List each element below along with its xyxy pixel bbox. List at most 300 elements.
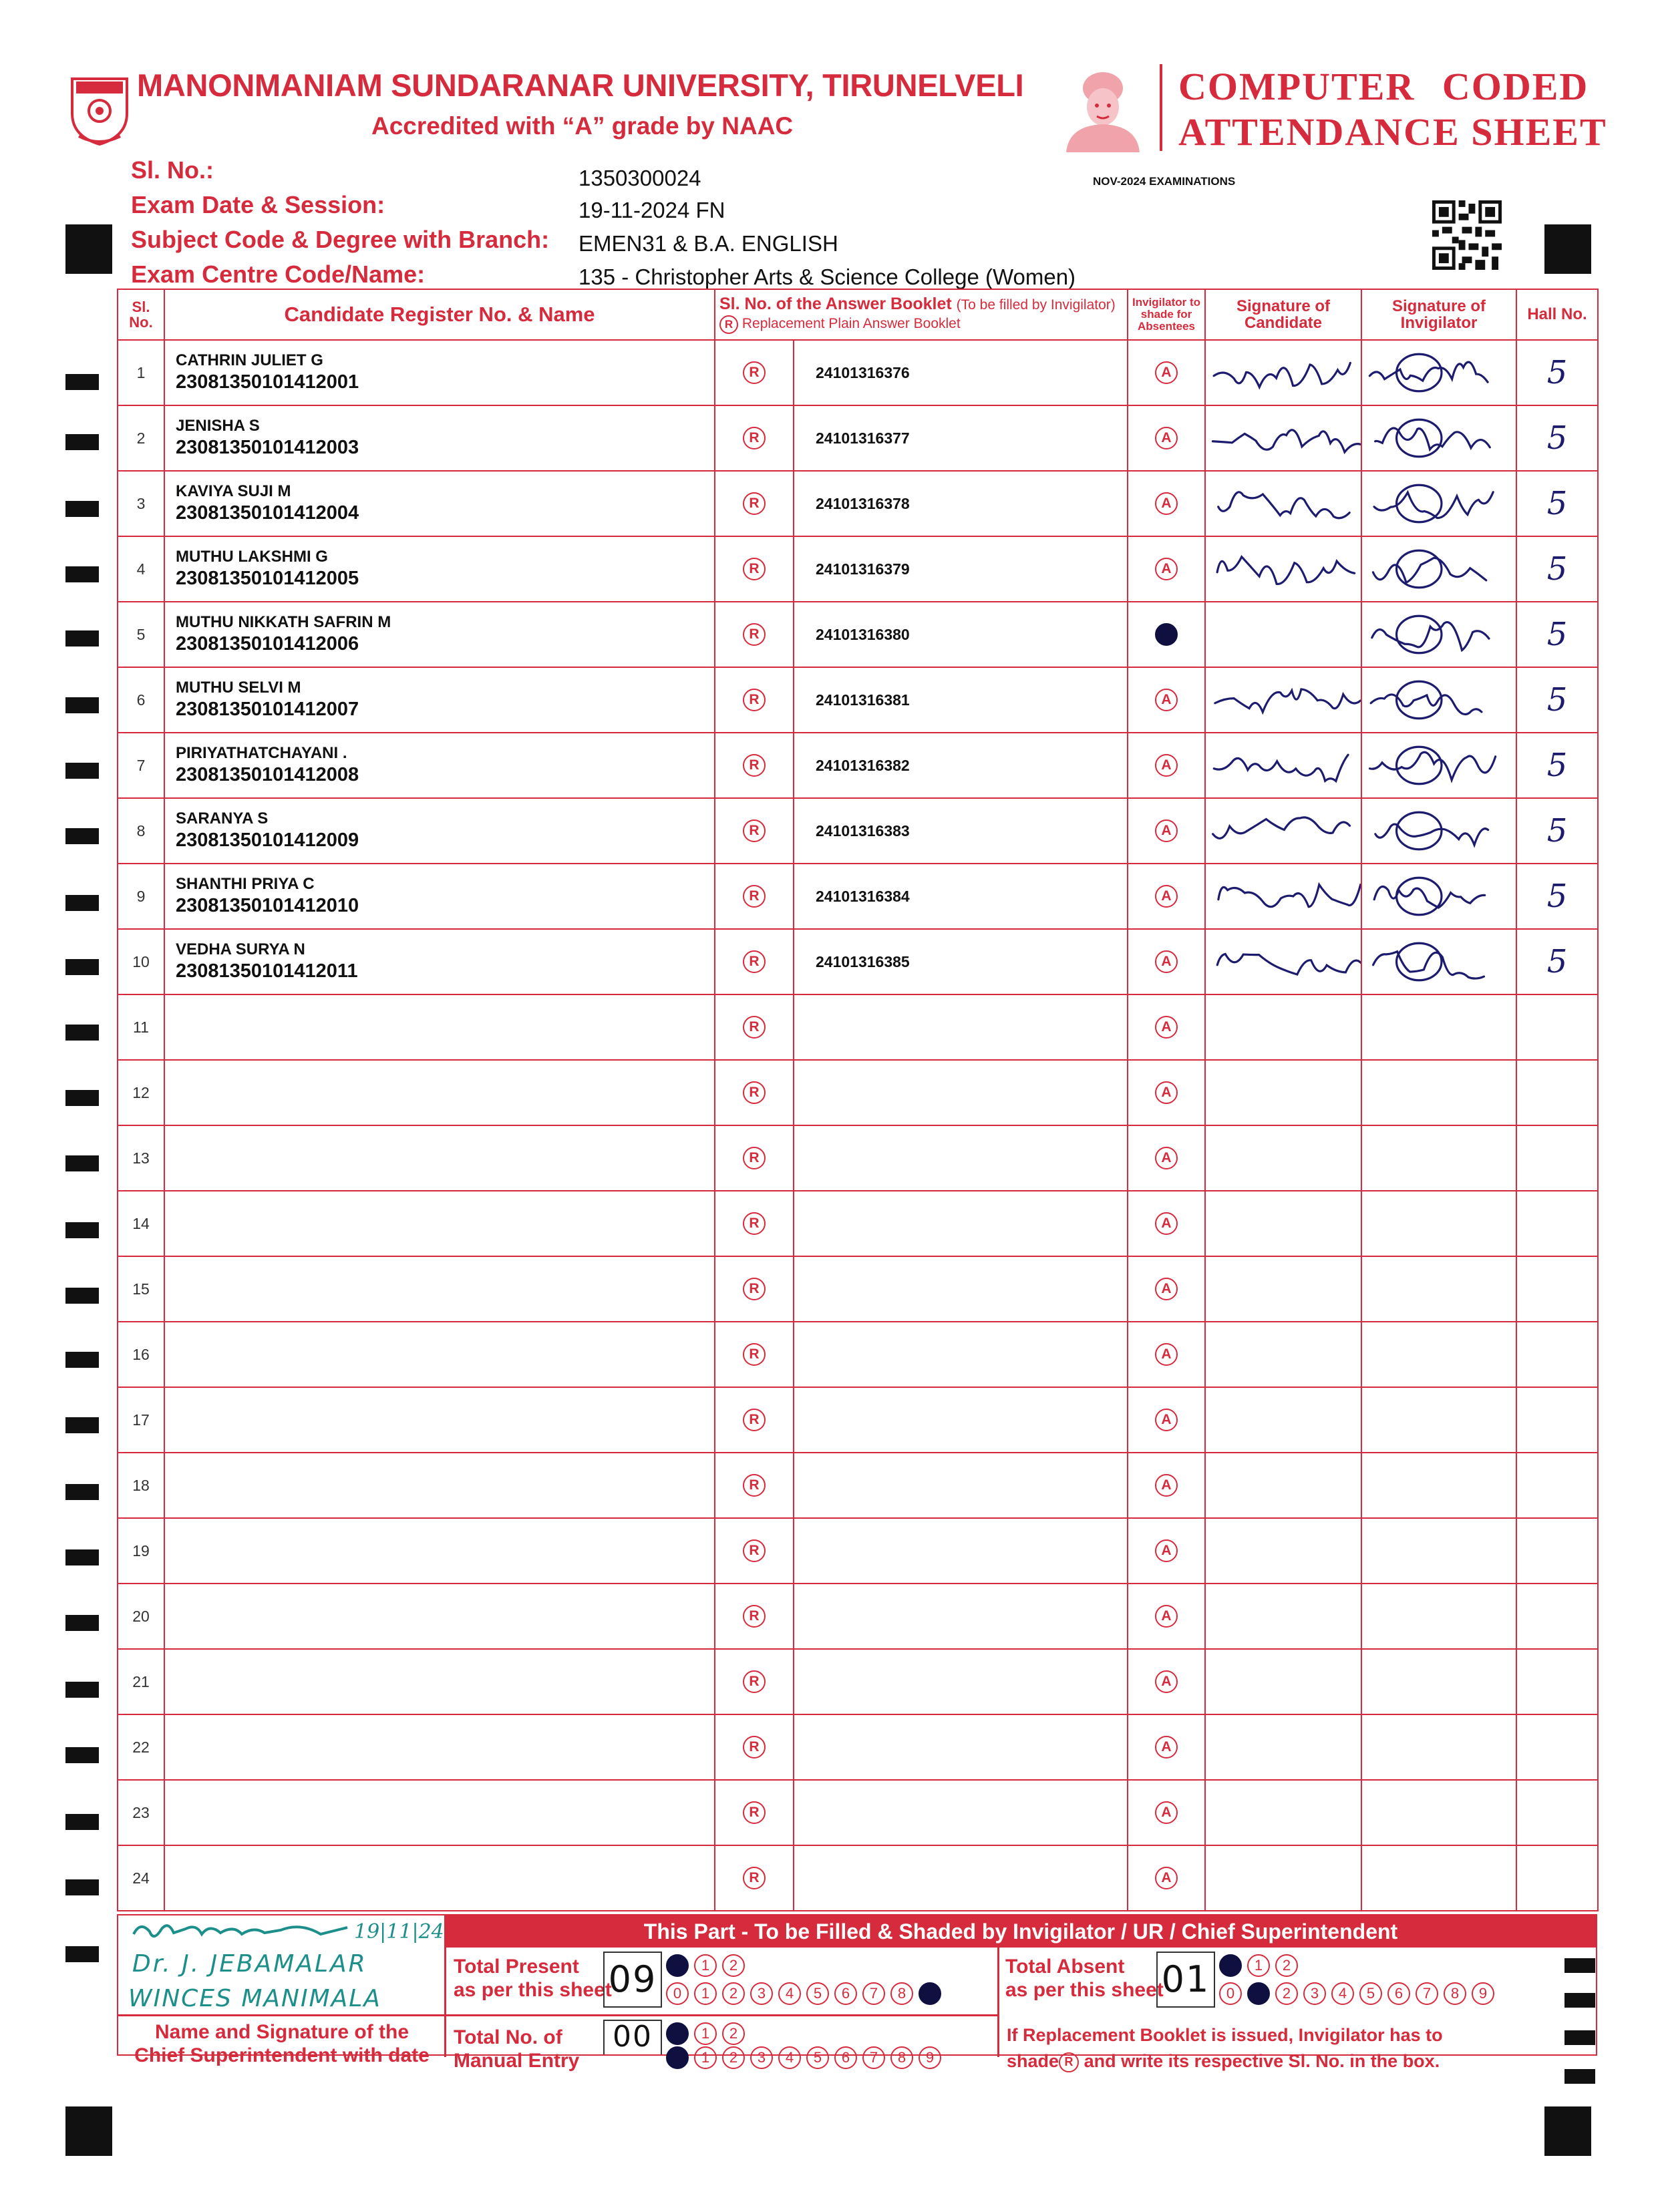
absent-cell	[1128, 1387, 1205, 1453]
table-row	[118, 536, 1598, 602]
answer-booklet-no[interactable]: 24101316377	[794, 405, 1128, 471]
candidate-cell	[164, 1584, 715, 1649]
candidate-signature-cell	[1205, 1125, 1361, 1191]
chief-label-line2: Chief Superintendent with date	[134, 2044, 430, 2066]
absent-units-bubbles	[1219, 1982, 1494, 2005]
footer-band-title: This Part - To be Filled & Shaded by Invigilator / UR / Chief Superintendent	[446, 1915, 1596, 1948]
replacement-bubble[interactable]: R	[743, 1605, 766, 1628]
digit-bubble-0[interactable]: 0	[666, 1954, 689, 1977]
timing-mark	[1544, 2106, 1591, 2156]
invigilator-signature-cell	[1361, 1060, 1516, 1125]
table-row	[118, 667, 1598, 733]
replacement-bubble[interactable]: R	[743, 623, 766, 646]
candidate-name: MUTHU LAKSHMI G	[176, 548, 328, 566]
timing-mark	[65, 1417, 99, 1433]
digit-bubble-7[interactable]: 7	[1416, 1982, 1438, 2005]
invigilator-signature-cell	[1361, 1845, 1516, 1911]
row-sl-no: 17	[118, 1387, 164, 1453]
replacement-cell	[715, 1322, 794, 1387]
replacement-cell	[715, 1714, 794, 1780]
hall-no	[1516, 1322, 1598, 1387]
col-header-sl: Sl. No.	[118, 289, 164, 340]
hall-no: 5	[1516, 405, 1598, 471]
candidate-cell	[164, 1322, 715, 1387]
present-label-line1: Total Present	[454, 1956, 579, 1978]
candidate-register-no: 23081350101412008	[176, 764, 359, 785]
invigilator-signature-cell	[1361, 405, 1516, 471]
invigilator-signature-cell	[1361, 1649, 1516, 1714]
digit-bubble-2[interactable]: 2	[1275, 1954, 1298, 1977]
row-sl-no: 7	[118, 733, 164, 798]
candidate-cell	[164, 1256, 715, 1322]
replacement-bubble[interactable]: R	[743, 1474, 766, 1497]
row-sl-no: 19	[118, 1518, 164, 1584]
candidate-cell	[164, 471, 715, 536]
digit-bubble-2[interactable]: 2	[722, 2022, 745, 2045]
absent-cell	[1128, 1584, 1205, 1649]
absent-bubble[interactable]: A	[1155, 492, 1178, 515]
manual-label-line2: Manual Entry	[454, 2049, 580, 2072]
replacement-bubble[interactable]: R	[743, 361, 766, 384]
candidate-signature	[1206, 799, 1361, 863]
timing-mark	[65, 1025, 99, 1041]
sl-no-label: Sl. No.:	[131, 156, 214, 184]
digit-bubble-2[interactable]: 2	[722, 1982, 745, 2005]
table-row	[118, 405, 1598, 471]
row-sl-no: 14	[118, 1191, 164, 1256]
digit-bubble-8[interactable]: 8	[890, 1982, 913, 2005]
digit-bubble-2[interactable]: 2	[1275, 1982, 1298, 2005]
total-present-label	[454, 1956, 612, 2002]
replacement-cell	[715, 471, 794, 536]
absent-bubble[interactable]: A	[1155, 1409, 1178, 1431]
absent-bubble[interactable]: A	[1155, 1801, 1178, 1824]
answer-booklet-no[interactable]	[794, 1584, 1128, 1649]
row-sl-no: 13	[118, 1125, 164, 1191]
answer-booklet-no[interactable]	[794, 1845, 1128, 1911]
replacement-cell	[715, 1191, 794, 1256]
hall-no: 5	[1516, 864, 1598, 929]
answer-booklet-no[interactable]	[794, 1322, 1128, 1387]
table-row	[118, 1125, 1598, 1191]
replacement-bubble[interactable]: R	[743, 885, 766, 908]
digit-bubble-6[interactable]: 6	[1387, 1982, 1410, 2005]
replacement-bubble[interactable]: R	[743, 754, 766, 777]
candidate-cell	[164, 994, 715, 1060]
invigilator-signature-cell	[1361, 1322, 1516, 1387]
total-present-box[interactable]: 09	[603, 1952, 662, 2008]
timing-mark	[65, 1155, 99, 1171]
invigilator-signature	[1362, 472, 1516, 536]
chief-label-line1: Name and Signature of the	[154, 2021, 409, 2043]
candidate-name: PIRIYATHATCHAYANI .	[176, 744, 347, 763]
row-sl-no: 2	[118, 405, 164, 471]
candidate-signature-cell	[1205, 864, 1361, 929]
candidate-cell	[164, 1191, 715, 1256]
timing-mark	[65, 1549, 99, 1565]
absent-bubble[interactable]: A	[1155, 1736, 1178, 1759]
answer-booklet-no[interactable]	[794, 1191, 1128, 1256]
replacement-bubble[interactable]: R	[743, 1867, 766, 1889]
absent-cell	[1128, 1518, 1205, 1584]
replacement-bubble[interactable]: R	[743, 689, 766, 711]
candidate-signature-cell	[1205, 1453, 1361, 1518]
answer-booklet-no[interactable]: 24101316384	[794, 864, 1128, 929]
candidate-signature-cell	[1205, 1060, 1361, 1125]
absent-cell	[1128, 929, 1205, 994]
answer-booklet-no[interactable]	[794, 1453, 1128, 1518]
row-sl-no: 11	[118, 994, 164, 1060]
replacement-bubble[interactable]: R	[743, 1147, 766, 1169]
total-absent-box[interactable]: 01	[1156, 1952, 1215, 2008]
digit-bubble-0[interactable]: 0	[1219, 1982, 1242, 2005]
invigilator-signature-cell	[1361, 1125, 1516, 1191]
digit-bubble-5[interactable]: 5	[806, 2046, 829, 2069]
candidate-signature-cell	[1205, 1518, 1361, 1584]
hall-no: 5	[1516, 340, 1598, 405]
candidate-signature-cell	[1205, 733, 1361, 798]
table-row	[118, 1584, 1598, 1649]
absent-cell	[1128, 1714, 1205, 1780]
chief-superintendent-signature	[127, 1915, 448, 2016]
candidate-cell	[164, 1518, 715, 1584]
answer-booklet-no[interactable]: 24101316376	[794, 340, 1128, 405]
invigilator-signature	[1362, 864, 1516, 928]
absent-bubble[interactable]: A	[1155, 885, 1178, 908]
digit-bubble-9[interactable]: 9	[919, 1982, 941, 2005]
timing-mark	[65, 434, 99, 450]
replacement-cell	[715, 1060, 794, 1125]
answer-booklet-no[interactable]	[794, 994, 1128, 1060]
answer-booklet-no[interactable]	[794, 1125, 1128, 1191]
invigilator-signature-cell	[1361, 1453, 1516, 1518]
answer-booklet-no[interactable]: 24101316381	[794, 667, 1128, 733]
replacement-bubble[interactable]: R	[743, 1212, 766, 1235]
absent-cell	[1128, 1125, 1205, 1191]
candidate-signature-cell	[1205, 536, 1361, 602]
manual-entry-box[interactable]: 00	[603, 2020, 662, 2054]
replacement-bubble[interactable]: R	[743, 558, 766, 580]
digit-bubble-9[interactable]: 9	[1472, 1982, 1494, 2005]
replacement-cell	[715, 929, 794, 994]
timing-mark	[65, 1288, 99, 1304]
col-header-sig-candidate: Signature of Candidate	[1205, 289, 1361, 340]
digit-bubble-0[interactable]: 0	[666, 2046, 689, 2069]
invigilator-signature-cell	[1361, 798, 1516, 864]
hall-no	[1516, 1649, 1598, 1714]
candidate-name: MUTHU NIKKATH SAFRIN M	[176, 613, 391, 632]
candidate-cell	[164, 733, 715, 798]
answer-booklet-no[interactable]	[794, 1060, 1128, 1125]
invigilator-signature	[1362, 733, 1516, 797]
digit-bubble-2[interactable]: 2	[722, 2046, 745, 2069]
university-emblem-icon	[67, 72, 132, 147]
answer-booklet-no[interactable]	[794, 1714, 1128, 1780]
note-r-icon: R	[1059, 2052, 1079, 2072]
digit-bubble-5[interactable]: 5	[806, 1982, 829, 2005]
row-sl-no: 16	[118, 1322, 164, 1387]
note-line2-pre: shade	[1007, 2051, 1059, 2072]
candidate-register-no: 23081350101412003	[176, 437, 359, 458]
digit-bubble-8[interactable]: 8	[1444, 1982, 1466, 2005]
candidate-signature-cell	[1205, 667, 1361, 733]
digit-bubble-4[interactable]: 4	[1331, 1982, 1354, 2005]
absent-bubble[interactable]: A	[1155, 427, 1178, 449]
absent-cell	[1128, 1322, 1205, 1387]
digit-bubble-7[interactable]: 7	[862, 1982, 885, 2005]
timing-mark	[65, 1946, 99, 1962]
absent-bubble[interactable]: A	[1155, 558, 1178, 580]
digit-bubble-0[interactable]: 0	[1219, 1954, 1242, 1977]
replacement-bubble[interactable]: R	[743, 1016, 766, 1039]
manual-label-line1: Total No. of	[454, 2026, 562, 2048]
absent-cell	[1128, 536, 1205, 602]
answer-booklet-no[interactable]: 24101316378	[794, 471, 1128, 536]
table-row	[118, 798, 1598, 864]
candidate-signature-cell	[1205, 1780, 1361, 1845]
absent-cell	[1128, 340, 1205, 405]
digit-bubble-4[interactable]: 4	[778, 1982, 801, 2005]
candidate-cell	[164, 667, 715, 733]
manual-tens-bubbles	[666, 2022, 745, 2045]
absent-bubble[interactable]: A	[1155, 1081, 1178, 1104]
absent-bubble[interactable]: A	[1155, 1670, 1178, 1693]
row-sl-no: 6	[118, 667, 164, 733]
digit-bubble-3[interactable]: 3	[750, 1982, 773, 2005]
absent-bubble[interactable]: A	[1155, 1867, 1178, 1889]
answer-booklet-no[interactable]	[794, 1256, 1128, 1322]
absent-cell	[1128, 1191, 1205, 1256]
table-row	[118, 994, 1598, 1060]
absent-bubble[interactable]: A	[1155, 950, 1178, 973]
replacement-bubble[interactable]: R	[743, 1539, 766, 1562]
absent-bubble[interactable]: A	[1155, 361, 1178, 384]
candidate-register-no: 23081350101412010	[176, 895, 359, 916]
candidate-cell	[164, 1649, 715, 1714]
hall-no	[1516, 994, 1598, 1060]
digit-bubble-1[interactable]: 1	[1247, 1954, 1270, 1977]
replacement-cell	[715, 798, 794, 864]
table-row	[118, 1191, 1598, 1256]
invigilator-signature-cell	[1361, 994, 1516, 1060]
replacement-bubble[interactable]: R	[743, 492, 766, 515]
digit-bubble-1[interactable]: 1	[694, 1954, 717, 1977]
table-row	[118, 733, 1598, 798]
replacement-cell	[715, 1387, 794, 1453]
digit-bubble-1[interactable]: 1	[694, 1982, 717, 2005]
timing-mark	[65, 501, 99, 517]
digit-bubble-2[interactable]: 2	[722, 1954, 745, 1977]
digit-bubble-9[interactable]: 9	[919, 2046, 941, 2069]
answer-booklet-no[interactable]: 24101316383	[794, 798, 1128, 864]
replacement-cell	[715, 340, 794, 405]
sheet-title-line2: ATTENDANCE SHEET	[1178, 110, 1607, 154]
digit-bubble-1[interactable]: 1	[694, 2022, 717, 2045]
replacement-cell	[715, 864, 794, 929]
replacement-bubble[interactable]: R	[743, 1409, 766, 1431]
digit-bubble-6[interactable]: 6	[834, 1982, 857, 2005]
replacement-bubble[interactable]: R	[743, 950, 766, 973]
invigilator-signature-cell	[1361, 1584, 1516, 1649]
candidate-signature-cell	[1205, 1322, 1361, 1387]
digit-bubble-7[interactable]: 7	[862, 2046, 885, 2069]
absent-cell	[1128, 1649, 1205, 1714]
founder-portrait-icon	[1059, 61, 1146, 152]
replacement-bubble[interactable]: R	[743, 1670, 766, 1693]
booklet-header-note: (To be filled by Invigilator)	[956, 297, 1116, 313]
timing-mark	[65, 959, 99, 975]
candidate-cell	[164, 1453, 715, 1518]
candidate-name: SARANYA S	[176, 809, 269, 828]
invigilator-signature	[1362, 341, 1516, 405]
invigilator-signature	[1362, 668, 1516, 732]
attendance-table	[117, 289, 1599, 1911]
candidate-signature-cell	[1205, 602, 1361, 667]
invigilator-signature-cell	[1361, 1780, 1516, 1845]
digit-bubble-3[interactable]: 3	[750, 2046, 773, 2069]
absent-bubble[interactable]: A	[1155, 1147, 1178, 1169]
row-sl-no: 20	[118, 1584, 164, 1649]
digit-bubble-0[interactable]: 0	[666, 1982, 689, 2005]
absent-bubble[interactable]: A	[1155, 1016, 1178, 1039]
row-sl-no: 8	[118, 798, 164, 864]
absent-bubble[interactable]: A	[1155, 1343, 1178, 1366]
candidate-signature-cell	[1205, 1256, 1361, 1322]
col-header-candidate: Candidate Register No. & Name	[164, 289, 715, 340]
absent-bubble[interactable]: A	[1155, 1212, 1178, 1235]
answer-booklet-no[interactable]: 24101316379	[794, 536, 1128, 602]
absent-bubble[interactable]: A	[1155, 1278, 1178, 1300]
answer-booklet-no[interactable]: 24101316382	[794, 733, 1128, 798]
invigilator-signature	[1362, 602, 1516, 667]
candidate-signature-cell	[1205, 1845, 1361, 1911]
replacement-bubble[interactable]: R	[743, 819, 766, 842]
replacement-cell	[715, 1845, 794, 1911]
candidate-signature-cell	[1205, 929, 1361, 994]
replacement-bubble[interactable]: R	[743, 1736, 766, 1759]
candidate-signature	[1206, 472, 1361, 536]
replacement-bubble[interactable]: R	[743, 1343, 766, 1366]
invigilator-signature-cell	[1361, 471, 1516, 536]
candidate-register-no: 23081350101412004	[176, 502, 359, 524]
candidate-cell	[164, 340, 715, 405]
candidate-signature-cell	[1205, 1714, 1361, 1780]
row-sl-no: 18	[118, 1453, 164, 1518]
hall-no	[1516, 1714, 1598, 1780]
replacement-r-icon: R	[719, 315, 738, 334]
sl-no-value: 1350300024	[578, 166, 701, 190]
absent-cell	[1128, 471, 1205, 536]
digit-bubble-5[interactable]: 5	[1359, 1982, 1382, 2005]
row-sl-no: 3	[118, 471, 164, 536]
timing-mark	[65, 224, 112, 274]
row-sl-no: 1	[118, 340, 164, 405]
row-sl-no: 4	[118, 536, 164, 602]
absent-bubble[interactable]: A	[1155, 819, 1178, 842]
candidate-signature	[1206, 930, 1361, 994]
digit-bubble-0[interactable]: 0	[666, 2022, 689, 2045]
invigilator-signature	[1362, 406, 1516, 470]
exam-session-tag: NOV-2024 EXAMINATIONS	[1093, 175, 1236, 188]
table-row	[118, 1845, 1598, 1911]
answer-booklet-no[interactable]	[794, 1780, 1128, 1845]
table-row	[118, 1453, 1598, 1518]
absent-bubble[interactable]: A	[1155, 754, 1178, 777]
timing-mark	[65, 1747, 99, 1763]
note-line2-post: and write its respective Sl. No. in the box.	[1084, 2051, 1440, 2072]
absent-cell	[1128, 667, 1205, 733]
timing-mark	[65, 763, 99, 779]
digit-bubble-8[interactable]: 8	[890, 2046, 913, 2069]
answer-booklet-no[interactable]: 24101316385	[794, 929, 1128, 994]
svg-text:19|11|24: 19|11|24	[354, 1920, 444, 1944]
timing-mark	[65, 828, 99, 844]
replacement-bubble[interactable]: R	[743, 1801, 766, 1824]
digit-bubble-6[interactable]: 6	[834, 2046, 857, 2069]
timing-mark	[65, 2106, 112, 2156]
answer-booklet-no[interactable]	[794, 1387, 1128, 1453]
absent-bubble[interactable]: A	[1155, 689, 1178, 711]
manual-entry-label	[454, 2026, 579, 2072]
hall-no	[1516, 1453, 1598, 1518]
note-line1: If Replacement Booklet is issued, Invigilator has to	[1007, 2025, 1443, 2045]
replacement-bubble[interactable]: R	[743, 1081, 766, 1104]
candidate-cell	[164, 405, 715, 471]
centre-label: Exam Centre Code/Name:	[131, 260, 426, 288]
candidate-signature-cell	[1205, 1649, 1361, 1714]
present-label-line2: as per this sheet	[454, 1978, 612, 2001]
absent-bubble[interactable]: A	[1155, 1539, 1178, 1562]
invigilator-signature	[1362, 930, 1516, 994]
answer-booklet-no[interactable]	[794, 1649, 1128, 1714]
digit-bubble-3[interactable]: 3	[1303, 1982, 1326, 2005]
table-row	[118, 1649, 1598, 1714]
exam-date-label: Exam Date & Session:	[131, 191, 385, 218]
timing-mark	[65, 630, 99, 647]
replacement-bubble[interactable]: R	[743, 1278, 766, 1300]
answer-booklet-no[interactable]	[794, 1518, 1128, 1584]
row-sl-no: 10	[118, 929, 164, 994]
digit-bubble-1[interactable]: 1	[694, 2046, 717, 2069]
timing-mark	[65, 566, 99, 582]
digit-bubble-4[interactable]: 4	[778, 2046, 801, 2069]
col-header-invigilator-shade: Invigilator to shade for Absentees	[1128, 289, 1205, 340]
answer-booklet-no[interactable]: 24101316380	[794, 602, 1128, 667]
candidate-cell	[164, 864, 715, 929]
manual-units-bubbles	[666, 2046, 941, 2069]
absent-cell	[1128, 405, 1205, 471]
candidate-cell	[164, 1714, 715, 1780]
candidate-name: JENISHA S	[176, 417, 260, 435]
absent-bubble[interactable]: A	[1155, 1605, 1178, 1628]
svg-text:WINCES MANIMALA: WINCES MANIMALA	[128, 1985, 381, 2012]
total-absent-label	[1005, 1956, 1164, 2002]
col-header-hall: Hall No.	[1516, 289, 1598, 340]
hall-no	[1516, 1518, 1598, 1584]
digit-bubble-1[interactable]: 1	[1247, 1982, 1270, 2005]
hall-no: 5	[1516, 602, 1598, 667]
replacement-bubble[interactable]: R	[743, 427, 766, 449]
subject-value: EMEN31 & B.A. ENGLISH	[578, 231, 838, 256]
row-sl-no: 12	[118, 1060, 164, 1125]
replacement-cell	[715, 733, 794, 798]
candidate-signature-cell	[1205, 798, 1361, 864]
candidate-cell	[164, 602, 715, 667]
absent-bubble[interactable]: A	[1155, 623, 1178, 646]
svg-text:Dr. J. JEBAMALAR: Dr. J. JEBAMALAR	[132, 1950, 367, 1978]
absent-bubble[interactable]: A	[1155, 1474, 1178, 1497]
candidate-signature-cell	[1205, 1387, 1361, 1453]
